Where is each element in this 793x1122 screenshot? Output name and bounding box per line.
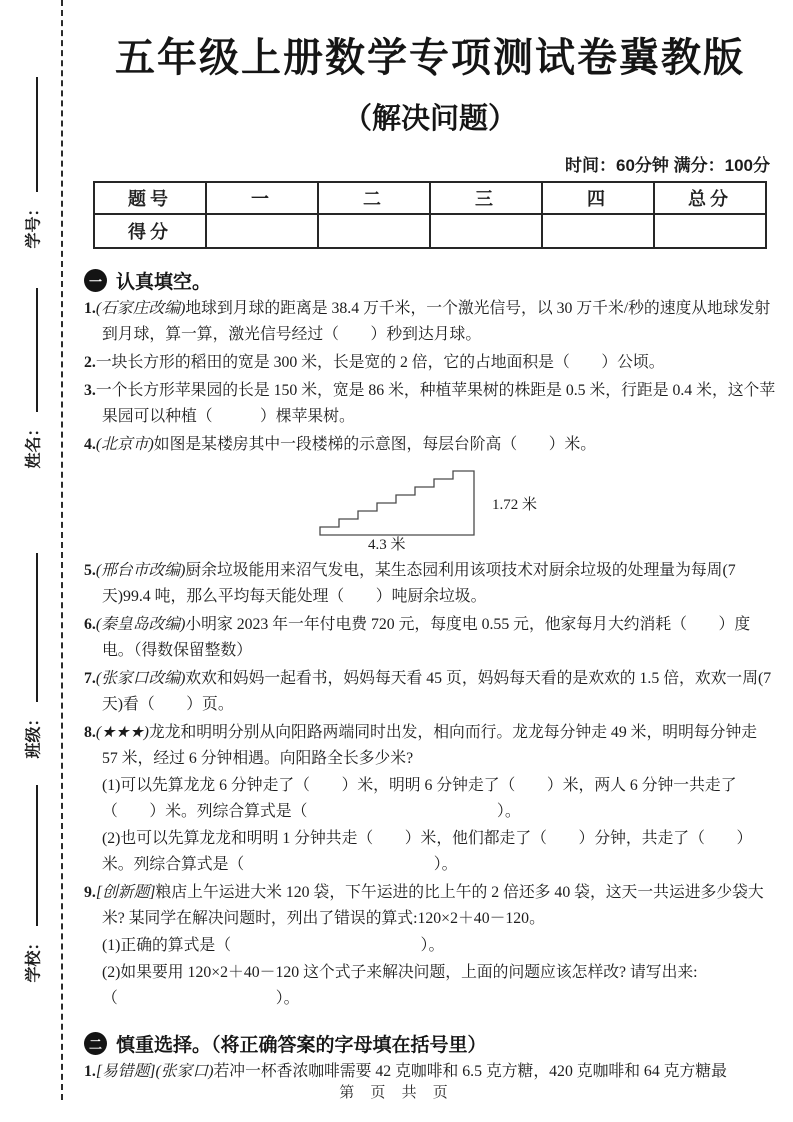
score-table-header-cell: 题号: [94, 182, 206, 214]
paper-body: [84, 26, 776, 1085]
write-line: [36, 288, 38, 412]
score-table-header-cell: 总分: [654, 182, 766, 214]
question-3: 3.一个长方形苹果园的长是 150 米，宽是 86 米，种植苹果树的株距是 0.5 米，行距是 0.4 米，这个苹果园可以种植（ ）棵苹果树。: [84, 382, 776, 425]
question-4: 4.(北京市)如图是某楼房其中一段楼梯的示意图，每层台阶高（ ）米。: [84, 436, 597, 453]
section-2-number-icon: 二: [84, 1032, 107, 1055]
name-label: 姓名：: [25, 420, 43, 469]
score-table-header-cell: 三: [430, 182, 542, 214]
question-8: 8.(★★★)龙龙和明明分别从向阳路两端同时出发，相向而行。龙龙每分钟走 49 米，明明每分钟走 57 米，经过 6 分钟相遇。向阳路全长多少米?: [84, 724, 758, 767]
write-line: [36, 785, 38, 926]
section-1-number-icon: 一: [84, 269, 107, 292]
staircase-diagram: [316, 461, 482, 541]
question-1: 1.(石家庄改编)地球到月球的距离是 38.4 万千米，一个激光信号，以 30 万千米/秒的速度从地球发射到月球，算一算，激光信号经过（ ）秒到达月球。: [84, 300, 771, 343]
school-label: 学校：: [25, 934, 43, 983]
score-cell: [654, 214, 766, 248]
staircase-figure: [316, 461, 596, 554]
sidebar-field-student-number: [6, 77, 58, 250]
score-cell: [318, 214, 430, 248]
figure-width-label: 4.3 米: [368, 537, 406, 553]
question-7: 7.(张家口改编)欢欢和妈妈一起看书，妈妈每天看 45 页，妈妈每天看的是欢欢的 1.5 倍，欢欢一周(7 天)看（ ）页。: [84, 670, 772, 713]
student-number-label: 学号：: [25, 200, 43, 249]
page-subtitle: （解决问题）: [342, 103, 517, 135]
section-2-title: 慎重选择。（将正确答案的字母填在括号里）: [116, 1035, 487, 1056]
score-table-header-cell: 四: [542, 182, 654, 214]
score-cell: [430, 214, 542, 248]
write-line: [36, 553, 38, 702]
page-title: 五年级上册数学专项测试卷冀教版: [115, 36, 745, 80]
question-6: 6.(秦皇岛改编)小明家 2023 年一年付电费 720 元，每度电 0.55 元，他家每月大约消耗（ ）度电。（得数保留整数）: [84, 616, 751, 659]
score-table-header-cell: 一: [206, 182, 318, 214]
question-9-sub-1: (1)正确的算式是（ ）。: [102, 937, 445, 954]
time-score-info: 时间：60分钟 满分：100分: [565, 156, 770, 175]
class-label: 班级：: [25, 710, 43, 759]
question-8-sub-1: (1)可以先算龙龙 6 分钟走了（ ）米，明明 6 分钟走了（ ）米，两人 6 分钟一共走了（ ）米。列综合算式是（ ）。: [102, 777, 737, 820]
score-table: [93, 181, 767, 249]
sidebar-field-name: [6, 288, 58, 470]
section-1-header: [84, 267, 776, 294]
question-2: 2.一块长方形的稻田的宽是 300 米，长是宽的 2 倍，它的占地面积是（ ）公顷。: [84, 354, 665, 371]
question-9: 9.[创新题]粮店上午运进大米 120 袋，下午运进的比上午的 2 倍还多 40 袋，这天一共运进多少袋大米? 某同学在解决问题时，列出了错误的算式:120×2＋40－120。: [84, 884, 764, 927]
score-table-header-row: [94, 182, 766, 214]
section-2-question-1: 1.[易错题](张家口)若冲一杯香浓咖啡需要 42 克咖啡和 6.5 克方糖，420 克咖啡和 64 克方糖最: [84, 1063, 727, 1080]
sidebar-field-school: [6, 785, 58, 984]
sidebar-field-class: [6, 553, 58, 760]
page-footer: 第 页 共 页: [339, 1084, 454, 1101]
score-row-label: 得分: [94, 214, 206, 248]
question-9-sub-2: (2)如果要用 120×2＋40－120 这个式子来解决问题，上面的问题应该怎样改? 请写出来:（ ）。: [102, 964, 698, 1007]
cut-line-divider: [61, 0, 63, 1100]
question-8-sub-2: (2)也可以先算龙龙和明明 1 分钟共走（ ）米，他们都走了（ ）分钟，共走了（ ）米。列综合算式是（ ）。: [102, 830, 753, 873]
score-table-score-row: [94, 214, 766, 248]
score-table-header-cell: 二: [318, 182, 430, 214]
score-cell: [206, 214, 318, 248]
write-line: [36, 77, 38, 192]
section-2-header: [84, 1030, 776, 1057]
score-cell: [542, 214, 654, 248]
question-5: 5.(邢台市改编)厨余垃圾能用来沼气发电，某生态园利用该项技术对厨余垃圾的处理量为每周(7 天)99.4 吨，那么平均每天能处理（ ）吨厨余垃圾。: [84, 562, 736, 605]
figure-height-label: 1.72 米: [492, 497, 538, 513]
section-1-title: 认真填空。: [116, 272, 212, 293]
